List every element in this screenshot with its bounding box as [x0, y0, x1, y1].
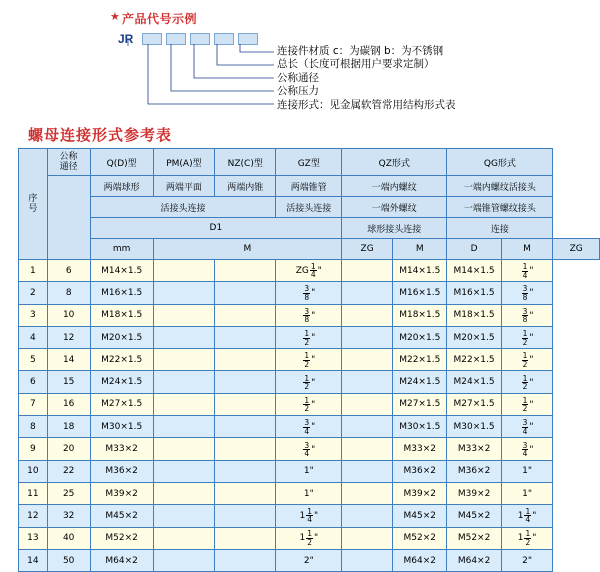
- header-group-qg: QG形式: [447, 149, 553, 176]
- cell-pm: [153, 482, 214, 504]
- cell-dn: 8: [47, 282, 90, 304]
- cell-qg-m: M39×2: [447, 482, 501, 504]
- cell-seq: 7: [19, 393, 48, 415]
- cell-qd: M64×2: [90, 549, 153, 571]
- cell-qg-m: M45×2: [447, 505, 501, 527]
- table-header-row-3: [19, 197, 600, 218]
- header-qz-desc: 一端内螺纹: [342, 176, 447, 197]
- cell-qz-d: M52×2: [393, 527, 447, 549]
- cell-dn: 12: [47, 326, 90, 348]
- header-qd-desc: 两端球形: [90, 176, 153, 197]
- legend-list: [277, 45, 456, 112]
- header-unit-qg-m: M: [501, 239, 553, 260]
- cell-qg-zg: $\frac{3}{8}$ ": [501, 282, 553, 304]
- legend-item-nominal-diameter: 公称通径: [277, 71, 319, 84]
- cell-gz: 1": [276, 460, 342, 482]
- header-gz-connection: 活接头连接: [276, 197, 342, 218]
- legend-item-connection-type: 连接形式：见金属软管常用结构形式表: [277, 98, 456, 111]
- header-unit-mm: mm: [90, 239, 153, 260]
- cell-qz-m: [342, 260, 393, 282]
- cell-qd: M16×1.5: [90, 282, 153, 304]
- cell-gz: $\frac{1}{2}$ ": [276, 326, 342, 348]
- cell-seq: 2: [19, 282, 48, 304]
- cell-qg-zg: 1": [501, 482, 553, 504]
- cell-gz: $\frac{1}{2}$ ": [276, 349, 342, 371]
- table-header: [19, 149, 600, 260]
- cell-pm: [153, 505, 214, 527]
- cell-nz: [215, 326, 276, 348]
- cell-seq: 9: [19, 438, 48, 460]
- table-row: [19, 282, 600, 304]
- cell-nz: [215, 549, 276, 571]
- star-icon: ★: [110, 11, 120, 23]
- cell-qd: M45×2: [90, 505, 153, 527]
- cell-nz: [215, 438, 276, 460]
- nut-connection-table: [18, 148, 600, 572]
- cell-qz-d: M39×2: [393, 482, 447, 504]
- header-group-qd: Q(D)型: [90, 149, 153, 176]
- cell-gz: $\frac{3}{8}$ ": [276, 304, 342, 326]
- cell-qg-m: M64×2: [447, 549, 501, 571]
- cell-qg-zg: $\frac{3}{4}$ ": [501, 416, 553, 438]
- cell-nz: [215, 349, 276, 371]
- cell-seq: 1: [19, 260, 48, 282]
- table-header-row-4: [19, 218, 600, 239]
- cell-qz-d: M27×1.5: [393, 393, 447, 415]
- cell-qg-zg: 1": [501, 460, 553, 482]
- cell-qz-d: M14×1.5: [393, 260, 447, 282]
- cell-pm: [153, 416, 214, 438]
- cell-qd: M36×2: [90, 460, 153, 482]
- cell-pm: [153, 460, 214, 482]
- cell-qz-m: [342, 482, 393, 504]
- cell-dn: 20: [47, 438, 90, 460]
- cell-qz-d: M45×2: [393, 505, 447, 527]
- header-unit-qz-d: D: [447, 239, 501, 260]
- cell-qz-d: M30×1.5: [393, 416, 447, 438]
- cell-pm: [153, 438, 214, 460]
- table-row: [19, 505, 600, 527]
- cell-qg-zg: 1 $\frac{1}{4}$ ": [501, 505, 553, 527]
- cell-qz-d: M20×1.5: [393, 326, 447, 348]
- header-qg-conn: 连接: [447, 218, 553, 239]
- cell-qg-zg: $\frac{1}{2}$ ": [501, 349, 553, 371]
- cell-pm: [153, 260, 214, 282]
- cell-gz: $\frac{3}{8}$ ": [276, 282, 342, 304]
- cell-qg-m: M14×1.5: [447, 260, 501, 282]
- cell-qz-m: [342, 549, 393, 571]
- cell-gz: $\frac{1}{2}$ ": [276, 371, 342, 393]
- cell-pm: [153, 326, 214, 348]
- cell-nz: [215, 460, 276, 482]
- header-dn-spacer: [47, 176, 90, 260]
- cell-seq: 6: [19, 371, 48, 393]
- cell-qz-d: M33×2: [393, 438, 447, 460]
- legend-item-material: 连接件材质 c：为碳钢 b：为不锈钢: [277, 45, 444, 57]
- cell-nz: [215, 505, 276, 527]
- cell-qg-m: M52×2: [447, 527, 501, 549]
- cell-qg-zg: 2": [501, 549, 553, 571]
- cell-qg-zg: 1 $\frac{1}{2}$ ": [501, 527, 553, 549]
- cell-dn: 22: [47, 460, 90, 482]
- header-qg-connection: 一端锥管螺纹接头: [447, 197, 553, 218]
- cell-gz: 1": [276, 482, 342, 504]
- cell-qg-m: M30×1.5: [447, 416, 501, 438]
- cell-qz-d: M18×1.5: [393, 304, 447, 326]
- cell-seq: 3: [19, 304, 48, 326]
- table-row: [19, 304, 600, 326]
- cell-qg-m: M22×1.5: [447, 349, 501, 371]
- cell-qg-zg: $\frac{1}{2}$ ": [501, 326, 553, 348]
- cell-qg-zg: $\frac{1}{2}$ ": [501, 371, 553, 393]
- table-row: [19, 460, 600, 482]
- cell-gz: 1 $\frac{1}{2}$ ": [276, 527, 342, 549]
- cell-gz: ZG $\frac{1}{4}$ ": [276, 260, 342, 282]
- cell-dn: 16: [47, 393, 90, 415]
- table-row: [19, 482, 600, 504]
- cell-seq: 12: [19, 505, 48, 527]
- cell-dn: 10: [47, 304, 90, 326]
- cell-qz-d: M64×2: [393, 549, 447, 571]
- header-group-nz: NZ(C)型: [215, 149, 276, 176]
- cell-qz-m: [342, 282, 393, 304]
- table-row: [19, 326, 600, 348]
- table-title: 螺母连接形式参考表: [28, 126, 173, 144]
- cell-pm: [153, 527, 214, 549]
- cell-gz: $\frac{1}{2}$ ": [276, 393, 342, 415]
- table-header-row-5: [19, 239, 600, 260]
- cell-gz: 2": [276, 549, 342, 571]
- cell-seq: 4: [19, 326, 48, 348]
- cell-qz-m: [342, 460, 393, 482]
- cell-dn: 32: [47, 505, 90, 527]
- header-nz-desc: 两端内锥: [215, 176, 276, 197]
- table-header-row-1: [19, 149, 600, 176]
- cell-pm: [153, 371, 214, 393]
- cell-qd: M20×1.5: [90, 326, 153, 348]
- header-pm-desc: 两端平面: [153, 176, 214, 197]
- cell-seq: 10: [19, 460, 48, 482]
- cell-qd: M27×1.5: [90, 393, 153, 415]
- table-header-row-2: [19, 176, 600, 197]
- cell-pm: [153, 393, 214, 415]
- cell-seq: 13: [19, 527, 48, 549]
- cell-seq: 5: [19, 349, 48, 371]
- cell-qg-zg: $\frac{3}{4}$ ": [501, 438, 553, 460]
- cell-nz: [215, 527, 276, 549]
- cell-nz: [215, 260, 276, 282]
- cell-qz-m: [342, 505, 393, 527]
- cell-dn: 25: [47, 482, 90, 504]
- product-code-prefix: JR: [118, 32, 134, 46]
- cell-qz-d: M24×1.5: [393, 371, 447, 393]
- cell-qz-m: [342, 326, 393, 348]
- header-seq: 序 号: [19, 149, 48, 260]
- cell-pm: [153, 349, 214, 371]
- cell-nz: [215, 371, 276, 393]
- cell-qd: M24×1.5: [90, 371, 153, 393]
- cell-qg-m: M27×1.5: [447, 393, 501, 415]
- cell-qg-m: M36×2: [447, 460, 501, 482]
- cell-dn: 14: [47, 349, 90, 371]
- cell-qz-m: [342, 371, 393, 393]
- cell-nz: [215, 282, 276, 304]
- cell-nz: [215, 393, 276, 415]
- header-qz-connection: 一端外螺纹: [342, 197, 447, 218]
- nut-connection-table-wrap: [18, 148, 600, 572]
- product-code-diagram: [0, 0, 600, 118]
- legend-item-nominal-pressure: 公称压力: [277, 85, 319, 98]
- cell-seq: 8: [19, 416, 48, 438]
- cell-pm: [153, 549, 214, 571]
- cell-nz: [215, 416, 276, 438]
- header-gz-desc: 两端锥管: [276, 176, 342, 197]
- cell-qz-d: M22×1.5: [393, 349, 447, 371]
- cell-qz-m: [342, 438, 393, 460]
- cell-qz-m: [342, 416, 393, 438]
- table-row: [19, 438, 600, 460]
- cell-seq: 14: [19, 549, 48, 571]
- header-dn: 公称 通径: [47, 149, 90, 176]
- legend-item-length: 总长（长度可根据用户要求定制）: [277, 58, 435, 71]
- cell-qg-zg: $\frac{1}{4}$ ": [501, 260, 553, 282]
- cell-qg-m: M24×1.5: [447, 371, 501, 393]
- cell-qz-m: [342, 393, 393, 415]
- cell-nz: [215, 304, 276, 326]
- table-row: [19, 549, 600, 571]
- header-qg-desc: 一端内螺纹活接头: [447, 176, 553, 197]
- cell-dn: 6: [47, 260, 90, 282]
- cell-qd: M52×2: [90, 527, 153, 549]
- header-unit-zg: ZG: [342, 239, 393, 260]
- header-group-pm: PM(A)型: [153, 149, 214, 176]
- cell-qg-zg: $\frac{3}{8}$ ": [501, 304, 553, 326]
- cell-qd: M18×1.5: [90, 304, 153, 326]
- cell-dn: 50: [47, 549, 90, 571]
- cell-gz: $\frac{3}{4}$ ": [276, 438, 342, 460]
- cell-qg-zg: $\frac{1}{2}$ ": [501, 393, 553, 415]
- cell-qd: M14×1.5: [90, 260, 153, 282]
- table-row: [19, 260, 600, 282]
- cell-dn: 15: [47, 371, 90, 393]
- cell-pm: [153, 304, 214, 326]
- table-row: [19, 393, 600, 415]
- header-group-qz: QZ形式: [342, 149, 447, 176]
- cell-qz-d: M36×2: [393, 460, 447, 482]
- table-body: [19, 260, 600, 572]
- cell-qd: M33×2: [90, 438, 153, 460]
- cell-qz-m: [342, 527, 393, 549]
- cell-qg-m: M33×2: [447, 438, 501, 460]
- header-left-connection: 活接头连接: [90, 197, 276, 218]
- cell-pm: [153, 282, 214, 304]
- header-group-gz: GZ型: [276, 149, 342, 176]
- table-row: [19, 527, 600, 549]
- cell-gz: $\frac{3}{4}$ ": [276, 416, 342, 438]
- table-row: [19, 416, 600, 438]
- cell-qz-m: [342, 349, 393, 371]
- header-unit-qz-m: M: [393, 239, 447, 260]
- cell-qd: M30×1.5: [90, 416, 153, 438]
- header-unit-m: M: [153, 239, 341, 260]
- cell-qg-m: M20×1.5: [447, 326, 501, 348]
- table-row: [19, 371, 600, 393]
- header-qz-ball: 球形接头连接: [342, 218, 447, 239]
- cell-qg-m: M16×1.5: [447, 282, 501, 304]
- cell-qd: M22×1.5: [90, 349, 153, 371]
- cell-qd: M39×2: [90, 482, 153, 504]
- cell-qz-d: M16×1.5: [393, 282, 447, 304]
- cell-seq: 11: [19, 482, 48, 504]
- cell-qz-m: [342, 304, 393, 326]
- diagram-title: 产品代号示例: [122, 12, 198, 26]
- cell-gz: 1 $\frac{1}{4}$ ": [276, 505, 342, 527]
- table-row: [19, 349, 600, 371]
- header-unit-qg-zg: ZG: [553, 239, 600, 260]
- cell-nz: [215, 482, 276, 504]
- cell-qg-m: M18×1.5: [447, 304, 501, 326]
- cell-dn: 18: [47, 416, 90, 438]
- cell-dn: 40: [47, 527, 90, 549]
- header-d1: D1: [90, 218, 342, 239]
